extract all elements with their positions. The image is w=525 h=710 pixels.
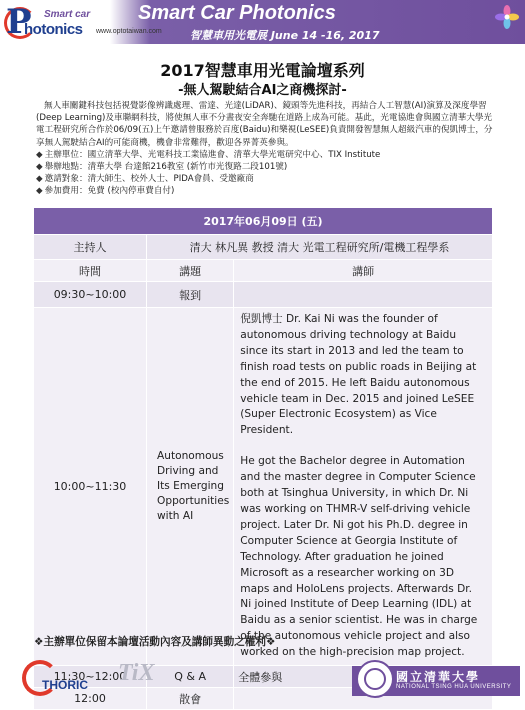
bio-paragraph: 倪凱博士 Dr. Kai Ni was the founder of autonomous driving technology at Baidu since its start in 2013 and led the team to finish road tests on public roads in Beijing at the end of 2015. He left Baidu autonomous vehicle team in Dec. 2015 and joined LeSEE (Super Electronic Ecosystem) as Vice President.	[240, 313, 477, 437]
thoric-text: THORIC	[42, 678, 88, 692]
row-speaker	[234, 282, 493, 308]
row-topic: 散會	[147, 688, 234, 710]
header-speaker: 講師	[234, 260, 493, 282]
table-header-row	[34, 260, 493, 282]
host-row	[34, 235, 493, 260]
flower-icon	[494, 4, 520, 30]
schedule-date: 2017年06月09日 (五)	[34, 208, 493, 235]
row-speaker: 全體參與	[234, 666, 493, 688]
header-topic: 講題	[147, 260, 234, 282]
photonics-logo	[4, 3, 114, 41]
host-label: 主持人	[34, 235, 147, 260]
header-banner	[0, 0, 525, 44]
row-time: 10:00~11:30	[34, 308, 147, 666]
row-topic: Q & A	[147, 666, 234, 688]
footnote: ❖主辦單位保留本論壇活動內容及講師異動之權利❖	[34, 636, 276, 648]
header-time: 時間	[34, 260, 147, 282]
table-row	[34, 282, 493, 308]
nthu-name-cn: 國立清華大學	[396, 670, 481, 684]
info-fee: ◆ 參加費用：免費 (校內停車費自付)	[36, 186, 175, 197]
nthu-logo	[352, 666, 520, 696]
info-organizer: ◆ 主辦單位：國立清華大學、光電科技工業協進會、清華大學光電研究中心、TIX Institute	[36, 149, 381, 160]
info-list	[36, 149, 496, 198]
diamond-bullet-icon: ◆	[36, 174, 43, 185]
banner-url: www.optotaiwan.com	[96, 28, 162, 35]
thoric-logo	[16, 658, 106, 696]
tix-logo: TiX	[118, 660, 155, 686]
host-name: 清大 林凡異 教授 清大 光電工程研究所/電機工程學系	[147, 235, 493, 260]
nthu-seal-icon	[356, 660, 394, 698]
page-subtitle: -無人駕駛結合AI之商機探討-	[178, 83, 347, 98]
logo-letter: P	[6, 2, 32, 42]
table-row	[34, 308, 493, 666]
logo-small-text: Smart car	[44, 9, 91, 20]
diamond-bullet-icon: ◆	[36, 149, 43, 160]
nthu-name-en: NATIONAL TSING HUA UNIVERSITY	[396, 684, 512, 690]
row-topic: 報到	[147, 282, 234, 308]
row-time: 12:00	[34, 688, 147, 710]
row-time: 09:30~10:00	[34, 282, 147, 308]
intro-section	[36, 100, 496, 198]
row-time: 11:30~12:00	[34, 666, 147, 688]
logo-big-text: hotonics	[24, 21, 83, 38]
banner-subtitle: 智慧車用光電展 June 14 -16, 2017	[190, 29, 380, 42]
page-title: 2017智慧車用光電論壇系列	[160, 61, 365, 80]
banner-title: Smart Car Photonics	[138, 2, 336, 24]
info-venue: ◆ 舉辦地點：清華大學 台達館216教室 (新竹市光復路二段101號)	[36, 162, 288, 173]
row-topic: Autonomous Driving and Its Emerging Opportunities with AI	[147, 308, 234, 666]
date-row	[34, 208, 493, 235]
speaker-bio	[234, 308, 493, 666]
intro-paragraph: 無人車關鍵科技包括視覺影像辨識處理、雷達、光達(LiDAR)、鏡頭等先進科技，再結合人工智慧(AI)演算及深度學習(Deep Learning)及車聯網科技，將使無人車不分晝夜安全奔馳在道路上成為可能。基此，光電協進會與國立清華大學光電工程研究所合作於06/09(五)上午邀請曾服務於百度(Baidu)和樂視(LeSEE)負責開發智慧無人超級汽車的倪凱博士，分享無人駕駛結合AI的可能商機，機會非常難得，歡迎各界菁英參與。	[36, 101, 493, 148]
footer-logos	[0, 652, 525, 700]
bio-paragraph: He got the Bachelor degree in Automation and the master degree in Computer Science both at Tsinghua University, in which Dr. Ni was working on THMR-V self-driving vehicle project. Later Dr. Ni got his Ph.D. degree in Computer Science at Georgia Institute of Technology. After graduation he joined Microsoft as a researcher working on 3D maps and HoloLens projects. Afterwards Dr. Ni joined Institute of Deep Learning (IDL) at Baidu as a senior scientist. He was in charge of the autonomous vehicle project and also worked on the high-precision map project.	[240, 455, 478, 659]
diamond-bullet-icon: ◆	[36, 186, 43, 197]
info-audience: ◆ 邀請對象：清大師生、校外人士、PIDA會員、受邀廠商	[36, 174, 254, 185]
diamond-bullet-icon: ◆	[36, 162, 43, 173]
